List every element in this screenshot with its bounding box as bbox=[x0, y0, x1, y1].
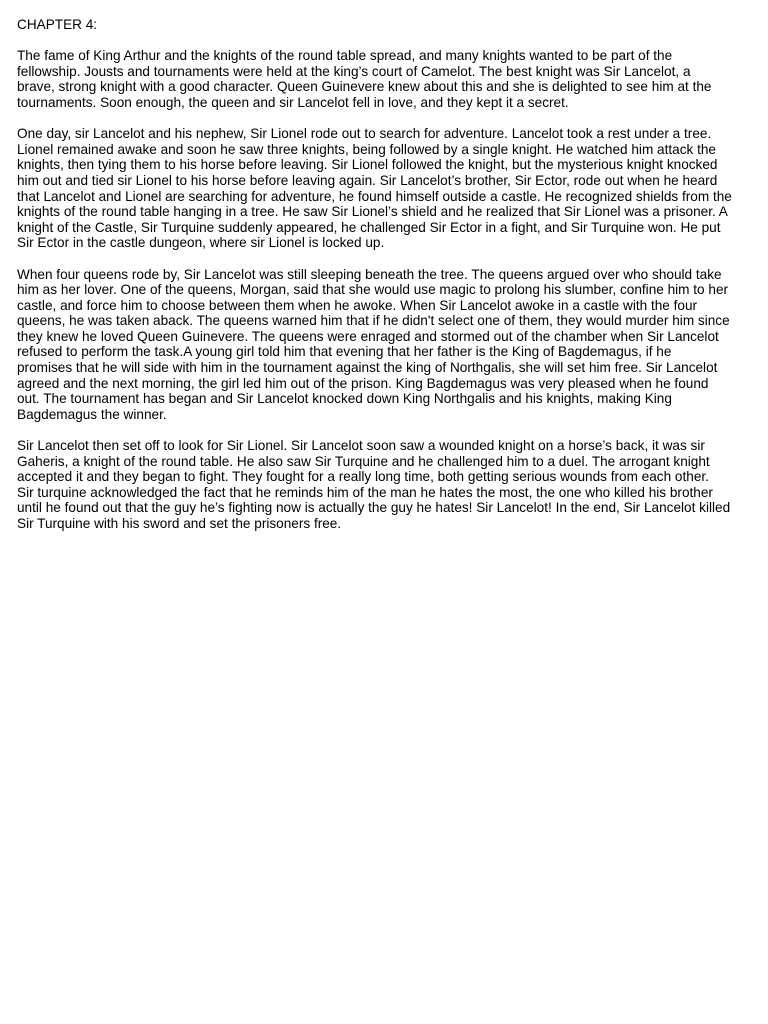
document-page bbox=[17, 17, 757, 547]
chapter-title: CHAPTER 4: bbox=[17, 17, 98, 32]
paragraph-4: Sir Lancelot then set off to look for Sir Lionel. Sir Lancelot soon saw a wounded knight on a horse’s back, it was sir Gaheris, a knight of the round table. He also saw Sir Turquine and he challenged him to a duel. The arrogant knight accepted it and they began to fight. They fought for a really long time, both getting serious wounds from each other. Sir turquine acknowledged the fact that he reminds him of the man he hates the most, the one who killed his brother until he found out that the guy he’s fighting now is actually the guy he hates! Sir Lancelot! In the end, Sir Lancelot killed Sir Turquine with his sword and set the prisoners free. bbox=[17, 438, 731, 531]
paragraph-3: When four queens rode by, Sir Lancelot was still sleeping beneath the tree. The queens argued over who should take him as her lover. One of the queens, Morgan, said that she would use magic to prolong his slumber, confine him to her castle, and force him to choose between them when he awoke. When Sir Lancelot awoke in a castle with the four queens, he was taken aback. The queens warned him that if he didn't select one of them, they would murder him since they knew he loved Queen Guinevere. The queens were enraged and stormed out of the chamber when Sir Lancelot refused to perform the task.A young girl told him that evening that her father is the King of Bagdemagus, if he promises that he will side with him in the tournament against the king of Northgalis, she will set him free. Sir Lancelot agreed and the next morning, the girl led him out of the prison. King Bagdemagus was very pleased when he found out. The tournament has began and Sir Lancelot knocked down King Northgalis and his knights, making King Bagdemagus the winner. bbox=[17, 266, 730, 422]
paragraph-1: The fame of King Arthur and the knights of the round table spread, and many knights wanted to be part of the fellowship. Jousts and tournaments were held at the king’s court of Camelot. The best knight was Sir Lancelot, a brave, strong knight with a good character. Queen Guinevere knew about this and she is delighted to see him at the tournaments. Soon enough, the queen and sir Lancelot fell in love, and they kept it a secret. bbox=[17, 48, 712, 110]
paragraph-2: One day, sir Lancelot and his nephew, Sir Lionel rode out to search for adventure. Lancelot took a rest under a tree. Lionel remained awake and soon he saw three knights, being followed by a single knight. He watched him attack the knights, then tying them to his horse before leaving. Sir Lionel followed the knight, but the mysterious knight knocked him out and tied sir Lionel to his horse before leaving again. Sir Lancelot’s brother, Sir Ector, rode out when he heard that Lancelot and Lionel are searching for adventure, he found himself outside a castle. He recognized shields from the knights of the round table hanging in a tree. He saw Sir Lionel’s shield and he realized that Sir Lionel was a prisoner. A knight of the Castle, Sir Turquine suddenly appeared, he challenged Sir Ector in a fight, and Sir Turquine won. He put Sir Ector in the castle dungeon, where sir Lionel is locked up. bbox=[17, 126, 732, 251]
